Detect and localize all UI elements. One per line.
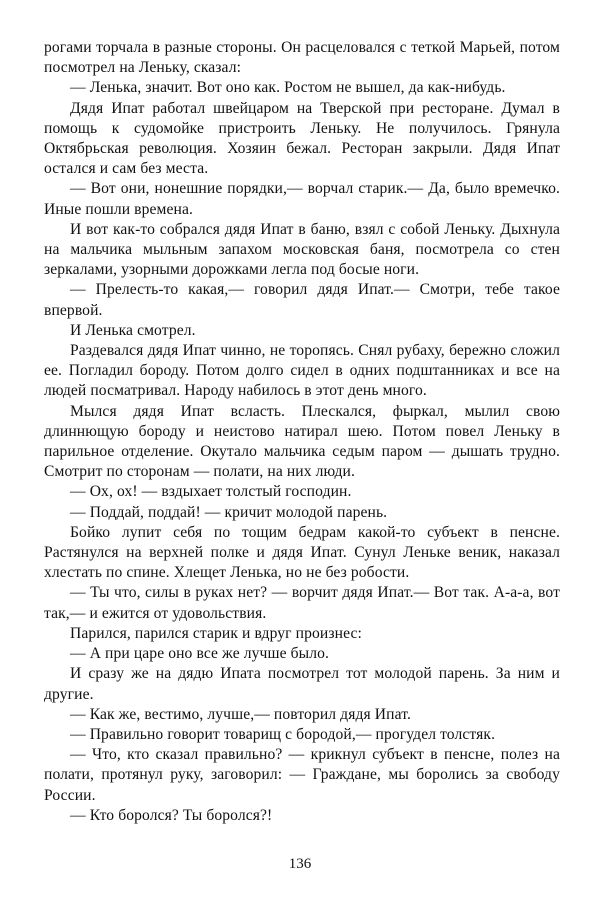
paragraph: Бойко лупит себя по тощим бедрам какой-то субъект в пенсне. Растянулся на верхней полке и дядя Ипат. Сунул Леньке веник, наказал хлестать по спине. Хлещет Ленька, но не без робости.	[44, 523, 560, 582]
paragraph: Раздевался дядя Ипат чинно, не торопясь. Снял рубаху, бережно сложил ее. Погладил бороду. Потом долго сидел в одних подштанниках и все на людей посматривал. Народу набилось в этот день много.	[44, 342, 560, 400]
paragraph: — Как же, вестимо, лучше,— повторил дядя Ипат.	[70, 705, 411, 723]
paragraph: — Ленька, значит. Вот оно как. Ростом не вышел, да как-нибудь.	[70, 79, 506, 97]
paragraph: — Что, кто сказал правильно? — крикнул субъект в пенсне, полез на полати, протянул руку, заговорил: — Граждане, мы боролись за свободу России.	[44, 746, 560, 804]
paragraph: — А при царе оно все же лучше было.	[70, 645, 329, 663]
paragraph: рогами торчала в разные стороны. Он расцеловался с теткой Марьей, потом посмотрел на Леньку, сказал:	[44, 39, 560, 77]
page-number: 136	[288, 856, 312, 872]
paragraph: И сразу же на дядю Ипата посмотрел тот молодой парень. За ним и другие.	[44, 665, 560, 703]
book-page	[44, 38, 560, 826]
paragraph: Дядя Ипат работал швейцаром на Тверской при ресторане. Думал в помощь к судомойке пристроить Леньку. Не получилось. Грянула Октябрьская революция. Хозяин бежал. Ресторан закрыли. Дядя Ипат остался и сам без места.	[44, 99, 560, 178]
paragraph: — Правильно говорит товарищ с бородой,— прогудел толстяк.	[70, 725, 496, 743]
paragraph: — Прелесть-то какая,— говорил дядя Ипат.— Смотри, тебе такое впервой.	[44, 281, 560, 319]
paragraph: — Ты что, силы в руках нет? — ворчит дядя Ипат.— Вот так. А-а-а, вот так,— и ежится от удовольствия.	[44, 584, 560, 622]
paragraph: — Ох, ох! — вздыхает толстый господин.	[70, 483, 352, 501]
paragraph: — Вот они, нонешние порядки,— ворчал старик.— Да, было времечко. Иные пошли времена.	[44, 180, 560, 218]
paragraph: Парился, парился старик и вдруг произнес:	[70, 624, 362, 642]
paragraph: И Ленька смотрел.	[70, 321, 196, 339]
paragraph: Мылся дядя Ипат всласть. Плескался, фыркал, мылил свою длиннющую бороду и неистово натирал шею. Потом повел Леньку в парильное отделение. Окутало мальчика седым паром — дышать трудно. Смотрит по сторонам — полати, на них люди.	[44, 402, 560, 481]
paragraph: — Кто боролся? Ты боролся?!	[70, 806, 273, 824]
paragraph: — Поддай, поддай! — кричит молодой парень.	[70, 503, 388, 521]
paragraph: И вот как-то собрался дядя Ипат в баню, взял с собой Леньку. Дыхнула на мальчика мыльным запахом московская баня, посмотрела со стен зеркалами, узорными дорожками легла под босые ноги.	[44, 220, 560, 279]
